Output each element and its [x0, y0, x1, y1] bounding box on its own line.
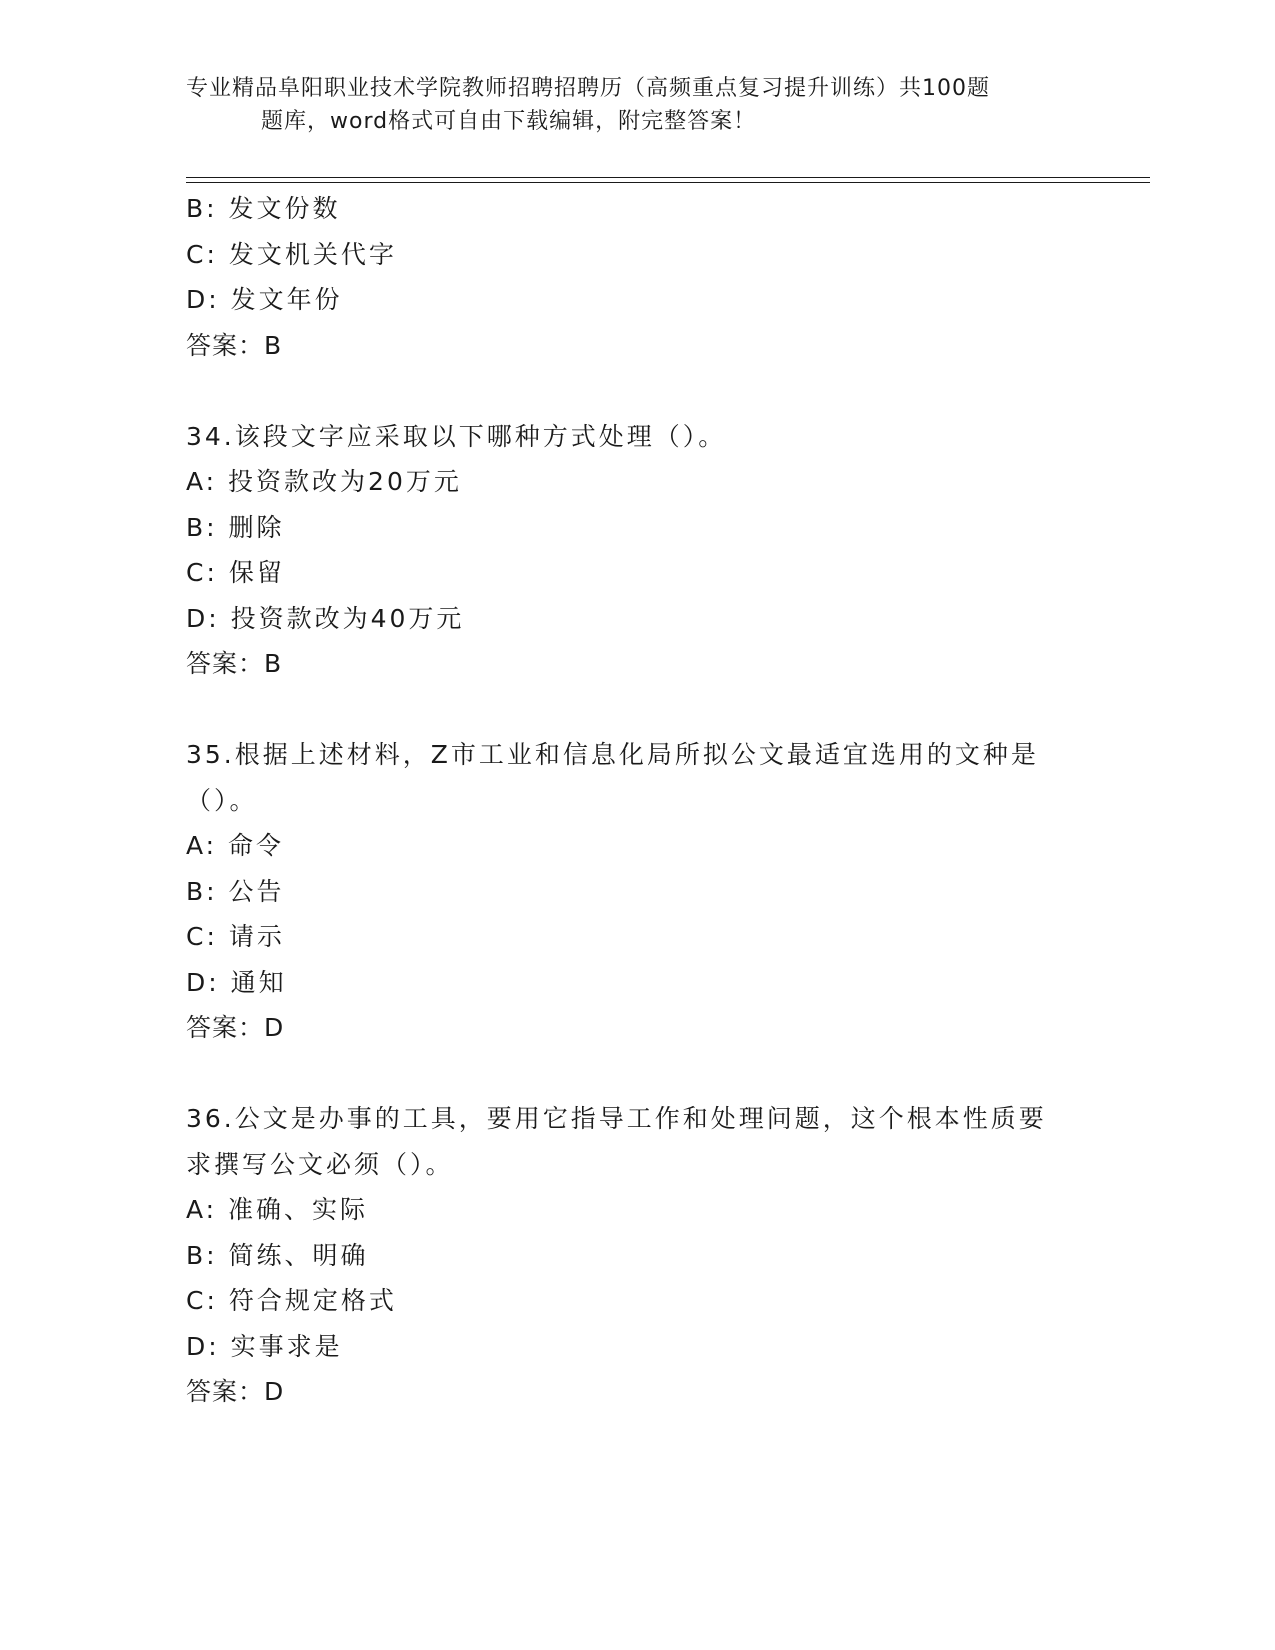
option-b: B: 公告	[186, 876, 285, 906]
header-title-line1: 专业精品阜阳职业技术学院教师招聘招聘历（高频重点复习提升训练）共100题	[186, 76, 990, 101]
spacer	[186, 1051, 1086, 1097]
option-c: C: 发文机关代字	[186, 239, 397, 269]
option-a: A: 命令	[186, 831, 285, 860]
question-stem-line1: 35.根据上述材料，Z市工业和信息化局所拟公文最适宜选用的文种是	[186, 740, 1039, 769]
option-c: C: 符合规定格式	[186, 1286, 397, 1315]
spacer	[186, 368, 1086, 414]
header-divider-top	[186, 177, 1150, 178]
question-stem: 34.该段文字应采取以下哪种方式处理（）。	[186, 421, 727, 451]
question-stem-line2: （）。	[186, 785, 258, 815]
option-b: B: 删除	[186, 512, 285, 542]
option-d: D: 发文年份	[186, 285, 343, 314]
option-c: C: 请示	[186, 922, 285, 951]
question-33-continued	[186, 186, 1086, 368]
page-header	[186, 72, 1086, 138]
question-34	[186, 414, 1086, 687]
answer: 答案：D	[186, 1377, 285, 1406]
question-stem-line1: 36.公文是办事的工具，要用它指导工作和处理问题，这个根本性质要	[186, 1104, 1047, 1133]
question-list	[186, 186, 1086, 1415]
option-b: B: 简练、明确	[186, 1240, 369, 1270]
answer: 答案：D	[186, 1013, 285, 1042]
option-d: D: 实事求是	[186, 1331, 343, 1361]
option-b: B: 发文份数	[186, 194, 341, 223]
question-36	[186, 1096, 1086, 1415]
option-d: D: 通知	[186, 967, 287, 997]
option-a: A: 投资款改为20万元	[186, 467, 462, 496]
question-35	[186, 732, 1086, 1051]
header-divider-bottom	[186, 182, 1150, 183]
spacer	[186, 687, 1086, 733]
question-stem-line2: 求撰写公文必须（）。	[186, 1149, 454, 1179]
answer: 答案：B	[186, 649, 283, 678]
option-c: C: 保留	[186, 558, 285, 587]
option-d: D: 投资款改为40万元	[186, 603, 465, 633]
answer: 答案：B	[186, 330, 283, 360]
header-title-line2: 题库，word格式可自由下载编辑，附完整答案！	[261, 109, 757, 134]
option-a: A: 准确、实际	[186, 1195, 369, 1224]
